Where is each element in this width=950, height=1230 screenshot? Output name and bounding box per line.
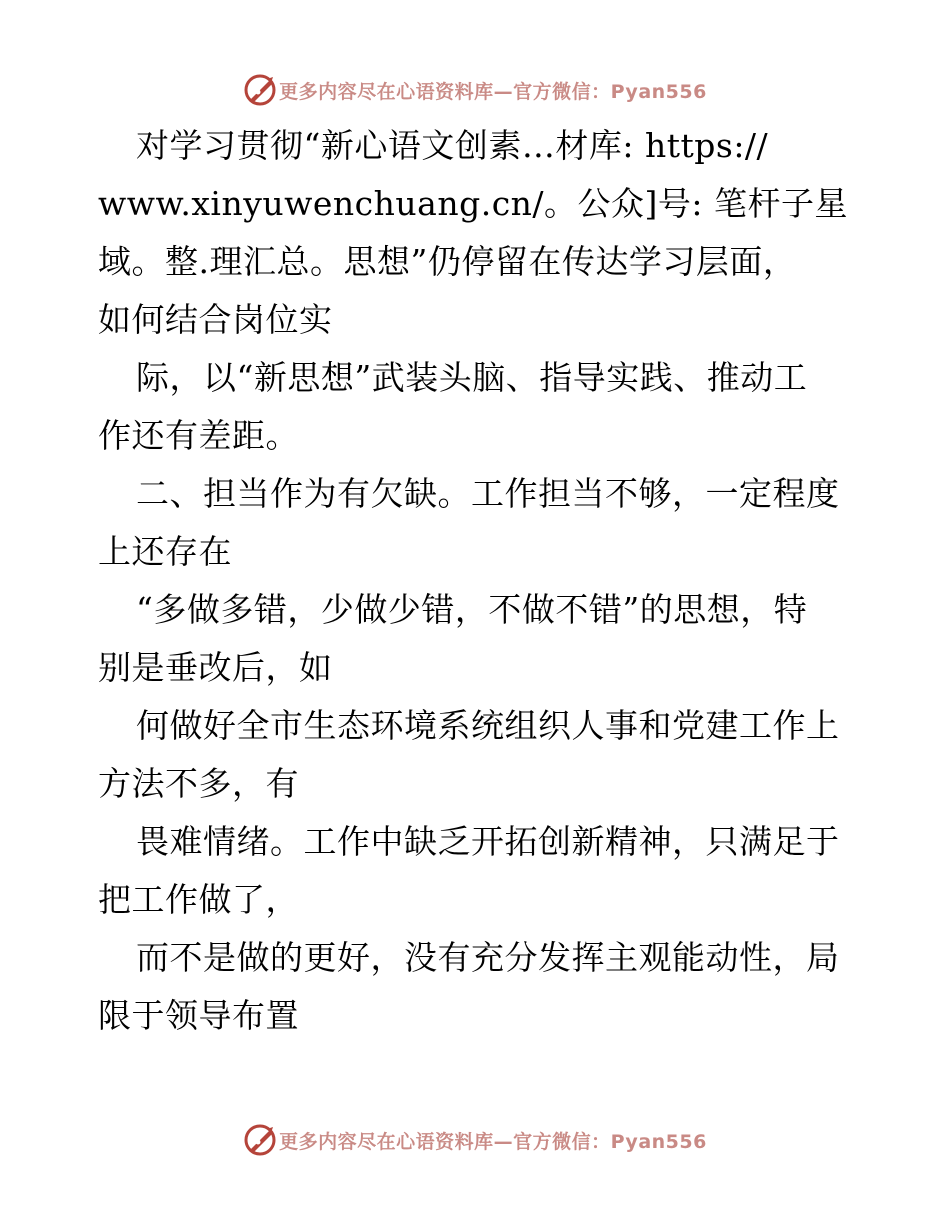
text-line: www.xinyuwenchuang.cn/。公众]号: 笔杆子星 (98, 184, 849, 223)
page-footer (0, 1122, 950, 1158)
text-line: 二、担当作为有欠缺。工作担当不够，一定程度 (136, 474, 840, 513)
text-line: 对学习贯彻“新心语文创素…材库: https:// (136, 126, 769, 165)
footer-banner-text: 更多内容尽在心语资料库—官方微信：Pyan556 (279, 1130, 707, 1153)
quill-pen-logo-icon (243, 1123, 277, 1157)
page-header (0, 72, 950, 108)
text-line: 把工作做了， (98, 880, 299, 919)
text-line: 如何结合岗位实 (98, 300, 333, 339)
text-line: 方法不多，有 (98, 764, 299, 803)
document-body (98, 117, 858, 1045)
text-line: 畏难情绪。工作中缺乏开拓创新精神，只满足于 (136, 822, 840, 861)
text-line: 域。整.理汇总。思想”仍停留在传达学习层面， (98, 242, 797, 281)
text-line: 际，以“新思想”武装头脑、指导实践、推动工 (136, 358, 808, 397)
text-line: 而不是做的更好，没有充分发挥主观能动性，局 (136, 938, 840, 977)
text-line: 作还有差距。 (98, 416, 299, 455)
quill-pen-logo-icon (243, 73, 277, 107)
text-line: 何做好全市生态环境系统组织人事和党建工作上 (136, 706, 840, 745)
header-banner-text: 更多内容尽在心语资料库—官方微信：Pyan556 (279, 80, 707, 103)
text-line: 别是垂改后，如 (98, 648, 333, 687)
text-line: 限于领导布置 (98, 996, 299, 1035)
text-line: 上还存在 (98, 532, 232, 571)
text-line: “多做多错，少做少错，不做不错”的思想，特 (136, 590, 808, 629)
